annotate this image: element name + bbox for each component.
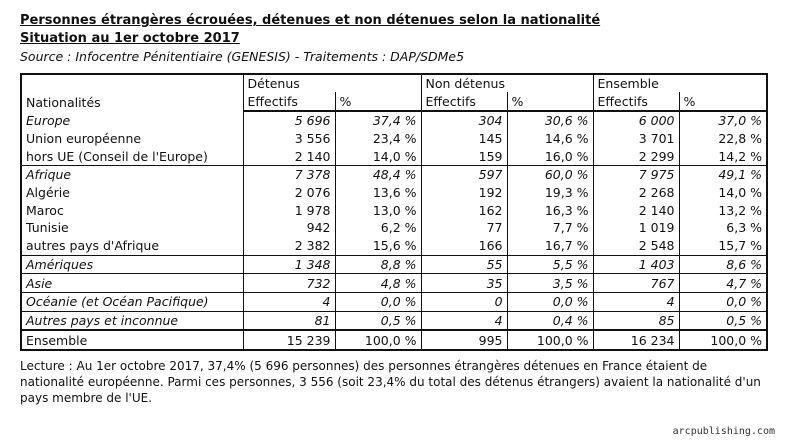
detenus-pct: 0,0 %: [335, 292, 421, 311]
detenus-effectif: 2 140: [243, 147, 335, 165]
table-row: [21, 330, 767, 350]
ensemble-pct: 6,3 %: [679, 219, 767, 237]
detenus-effectif: 5 696: [243, 111, 335, 130]
ensemble-effectif: 85: [593, 311, 679, 330]
detenus-effectif: 732: [243, 274, 335, 293]
row-label: Europe: [26, 112, 71, 128]
effectifs-header: Effectifs: [421, 92, 507, 111]
detenus-effectif: 7 378: [243, 166, 335, 184]
non-detenus-pct: 5,5 %: [507, 255, 593, 274]
nationality-table: [20, 73, 768, 351]
table-row: [21, 166, 767, 184]
detenus-effectif: 2 076: [243, 184, 335, 202]
group-header-non-detenus: Non détenus: [421, 74, 593, 92]
group-header-detenus: Détenus: [243, 74, 421, 92]
detenus-effectif: 15 239: [243, 330, 335, 350]
ensemble-pct: 4,7 %: [679, 274, 767, 293]
table-row: [21, 292, 767, 311]
ensemble-effectif: 2 548: [593, 237, 679, 255]
table-row: [21, 147, 767, 165]
ensemble-pct: 0,0 %: [679, 292, 767, 311]
table-row: [21, 201, 767, 219]
detenus-effectif: 3 556: [243, 130, 335, 148]
row-label: Autres pays et inconnue: [21, 311, 243, 330]
page-subtitle: Situation au 1er octobre 2017: [20, 31, 240, 46]
group-header-ensemble: Ensemble: [593, 74, 767, 92]
effectifs-header: Effectifs: [243, 92, 335, 111]
row-label: Asie: [21, 274, 243, 293]
row-label: Océanie (et Océan Pacifique): [21, 292, 243, 311]
detenus-pct: 13,6 %: [335, 184, 421, 202]
effectifs-header: Effectifs: [593, 92, 679, 111]
detenus-pct: 4,8 %: [335, 274, 421, 293]
non-detenus-effectif: 304: [421, 111, 507, 130]
ensemble-effectif: 6 000: [593, 111, 679, 130]
ensemble-effectif: 7 975: [593, 166, 679, 184]
detenus-effectif: 942: [243, 219, 335, 237]
non-detenus-effectif: 0: [421, 292, 507, 311]
table-row: [21, 255, 767, 274]
non-detenus-effectif: 77: [421, 219, 507, 237]
non-detenus-effectif: 159: [421, 147, 507, 165]
detenus-pct: 8,8 %: [335, 255, 421, 274]
ensemble-pct: 14,0 %: [679, 184, 767, 202]
row-label: Maroc: [26, 202, 64, 218]
non-detenus-pct: 16,0 %: [507, 147, 593, 165]
ensemble-pct: 22,8 %: [679, 130, 767, 148]
ensemble-pct: 14,2 %: [679, 147, 767, 165]
non-detenus-pct: 19,3 %: [507, 184, 593, 202]
row-label: Union européenne: [26, 131, 142, 147]
non-detenus-effectif: 597: [421, 166, 507, 184]
row-label: Algérie: [26, 185, 70, 201]
page-title: Personnes étrangères écrouées, détenues et non détenues selon la nationalité: [20, 13, 601, 28]
pct-header: %: [507, 92, 593, 111]
non-detenus-pct: 0,0 %: [507, 292, 593, 311]
table-row: [21, 111, 767, 130]
non-detenus-effectif: 162: [421, 201, 507, 219]
detenus-pct: 48,4 %: [335, 166, 421, 184]
non-detenus-pct: 100,0 %: [507, 330, 593, 350]
detenus-pct: 6,2 %: [335, 219, 421, 237]
table-row: [21, 274, 767, 293]
detenus-pct: 37,4 %: [335, 111, 421, 130]
non-detenus-effectif: 166: [421, 237, 507, 255]
detenus-pct: 100,0 %: [335, 330, 421, 350]
row-label: hors UE (Conseil de l'Europe): [26, 148, 208, 164]
ensemble-effectif: 1 019: [593, 219, 679, 237]
non-detenus-pct: 3,5 %: [507, 274, 593, 293]
detenus-effectif: 81: [243, 311, 335, 330]
ensemble-effectif: 2 268: [593, 184, 679, 202]
table-row: [21, 130, 767, 148]
non-detenus-pct: 16,7 %: [507, 237, 593, 255]
non-detenus-pct: 0,4 %: [507, 311, 593, 330]
row-label: Ensemble: [21, 330, 243, 350]
ensemble-pct: 49,1 %: [679, 166, 767, 184]
non-detenus-pct: 60,0 %: [507, 166, 593, 184]
ensemble-effectif: 767: [593, 274, 679, 293]
ensemble-pct: 37,0 %: [679, 111, 767, 130]
non-detenus-effectif: 995: [421, 330, 507, 350]
non-detenus-pct: 30,6 %: [507, 111, 593, 130]
detenus-pct: 23,4 %: [335, 130, 421, 148]
non-detenus-effectif: 145: [421, 130, 507, 148]
row-label: Amériques: [21, 255, 243, 274]
ensemble-pct: 13,2 %: [679, 201, 767, 219]
row-label: Tunisie: [26, 220, 69, 236]
non-detenus-pct: 14,6 %: [507, 130, 593, 148]
non-detenus-effectif: 4: [421, 311, 507, 330]
non-detenus-pct: 16,3 %: [507, 201, 593, 219]
row-label: autres pays d'Afrique: [26, 238, 160, 254]
ensemble-effectif: 2 299: [593, 147, 679, 165]
ensemble-pct: 15,7 %: [679, 237, 767, 255]
detenus-effectif: 1 978: [243, 201, 335, 219]
detenus-pct: 15,6 %: [335, 237, 421, 255]
pct-header: %: [679, 92, 767, 111]
table-row: [21, 311, 767, 330]
reading-note: Lecture : Au 1er octobre 2017, 37,4% (5 696 personnes) des personnes étrangères détenues en France étaient de nationalité européenne. Parmi ces personnes, 3 556 (soit 23,4% du total des détenus étrangers) avaient la nationalité d'un pays membre de l'UE.: [20, 359, 761, 405]
header-row-groups: [21, 74, 767, 92]
detenus-effectif: 1 348: [243, 255, 335, 274]
pct-header: %: [335, 92, 421, 111]
ensemble-pct: 100,0 %: [679, 330, 767, 350]
source-line: Source : Infocentre Pénitentiaire (GENESIS) - Traitements : DAP/SDMe5: [20, 49, 465, 64]
detenus-effectif: 4: [243, 292, 335, 311]
ensemble-pct: 0,5 %: [679, 311, 767, 330]
non-detenus-effectif: 55: [421, 255, 507, 274]
detenus-pct: 13,0 %: [335, 201, 421, 219]
non-detenus-effectif: 35: [421, 274, 507, 293]
detenus-effectif: 2 382: [243, 237, 335, 255]
ensemble-pct: 8,6 %: [679, 255, 767, 274]
non-detenus-pct: 7,7 %: [507, 219, 593, 237]
ensemble-effectif: 4: [593, 292, 679, 311]
ensemble-effectif: 3 701: [593, 130, 679, 148]
ensemble-effectif: 1 403: [593, 255, 679, 274]
header-block: [20, 12, 600, 66]
ensemble-effectif: 2 140: [593, 201, 679, 219]
detenus-pct: 0,5 %: [335, 311, 421, 330]
detenus-pct: 14,0 %: [335, 147, 421, 165]
table-row: [21, 219, 767, 237]
non-detenus-effectif: 192: [421, 184, 507, 202]
watermark: arcpublishing.com: [672, 426, 775, 437]
table-row: [21, 184, 767, 202]
row-label: Afrique: [21, 166, 243, 184]
ensemble-effectif: 16 234: [593, 330, 679, 350]
nationalites-header: Nationalités: [26, 95, 101, 110]
table-row: [21, 237, 767, 255]
